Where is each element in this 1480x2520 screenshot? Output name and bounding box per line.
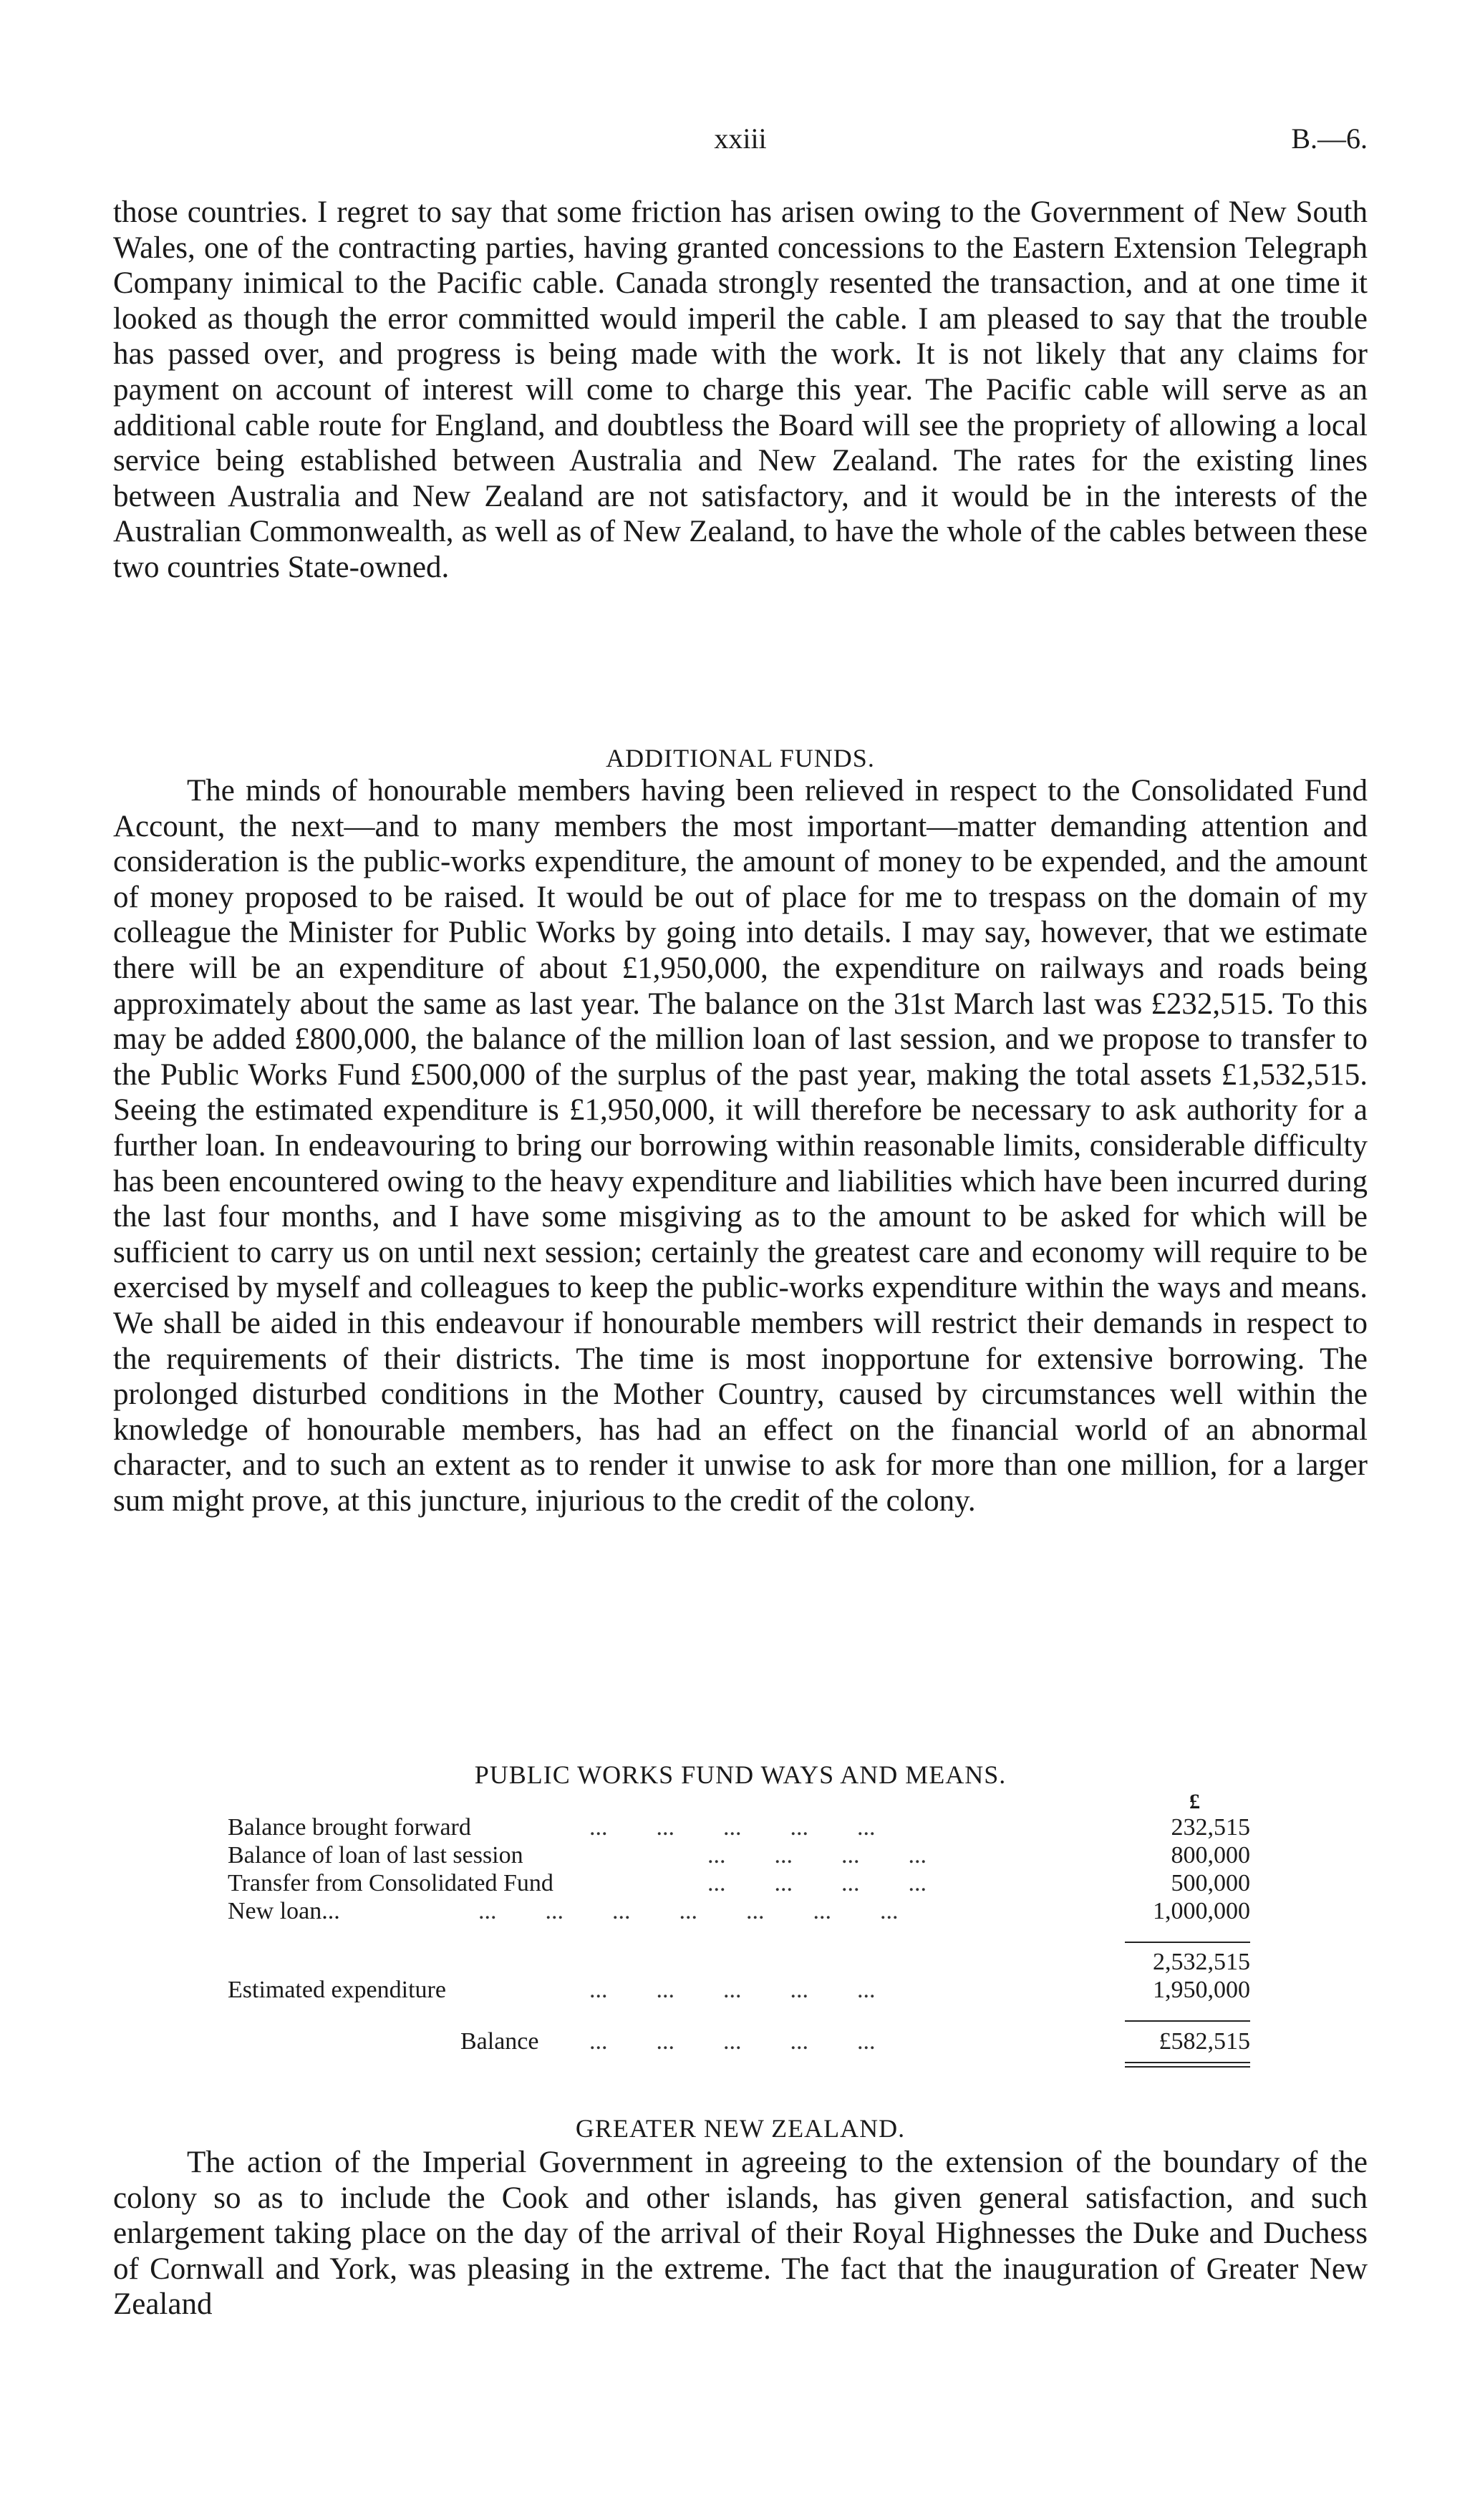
- row-amount: 1,950,000: [1153, 1977, 1250, 2003]
- subtotal-rule: [1125, 1942, 1250, 1943]
- heading-additional-funds: ADDITIONAL FUNDS.: [606, 744, 875, 772]
- paragraph-additional-funds: [113, 773, 1368, 1518]
- heading-greater-new-zealand: GREATER NEW ZEALAND.: [575, 2114, 906, 2143]
- table-row: [228, 1842, 1250, 1871]
- table-row: [228, 1814, 1250, 1843]
- row-label: Balance: [460, 2028, 539, 2055]
- paragraph-greater-new-zealand: [113, 2145, 1368, 2322]
- double-rule-top: [1125, 2062, 1250, 2063]
- paragraph-text: The minds of honourable members having been relieved in respect to the Consolidated Fund Account, the next—and to many members the most important—matter demanding attention and consideration is the public-works expenditure, the amount of money to be expended, and the amount of money proposed to be raised. It would be out of place for me to trespass on the domain of my colleague the Minister for Public Works by going into details. I may say, however, that we estimate there will be an expenditure of about £1,950,000, the expenditure on railways and roads being approximately about the same as last year. The balance on the 31st March last was £232,515. To this may be added £800,000, the balance of the million loan of last session, and we propose to transfer to the Public Works Fund £500,000 of the surplus of the past year, making the total assets £1,532,515. Seeing the estimated expenditure is £1,950,000, it will therefore be necessary to ask authority for a further loan. In endeavouring to bring our borrowing within reasonable limits, considerable difficulty has been encountered owing to the heavy expenditure and liabilities which have been incurred during the last four months, and I have some misgiving as to the amount to be asked for which will be sufficient to carry us on until next session; certainly the greatest care and economy will require to be exercised by myself and colleagues to keep the public-works expenditure within the ways and means. We shall be aided in this endeavour if honourable members will restrict their demands in respect to the requirements of their districts. The time is most inopportune for extensive borrowing. The prolonged disturbed conditions in the Mother Country, caused by circumstances well within the knowledge of honourable members, has had an effect on the financial world of an abnormal character, and to such an extent as to render it unwise to ask for more than one million, for a larger sum might prove, at this juncture, injurious to the credit of the colony.: [113, 774, 1368, 1518]
- currency-unit-label: £: [1189, 1790, 1200, 1813]
- heading-ways-and-means: PUBLIC WORKS FUND WAYS AND MEANS.: [474, 1760, 1007, 1789]
- expenditure-row: [228, 1977, 1250, 2005]
- balance-row: [228, 2028, 1250, 2057]
- row-label: Transfer from Consolidated Fund: [228, 1870, 553, 1896]
- leader-dots: ... ... ... ... ...: [589, 1977, 876, 2003]
- table-row: [228, 1898, 1250, 1927]
- leader-dots: ... ... ... ... ...: [589, 1814, 876, 1841]
- table-row: [228, 1870, 1250, 1899]
- leader-dots: ... ... ... ... ... ... ...: [478, 1898, 899, 1924]
- leader-dots: ... ... ... ...: [707, 1842, 927, 1869]
- paragraph-pacific-cable: [113, 195, 1368, 586]
- balance-rule: [1125, 2020, 1250, 2022]
- subtotal-amount: 2,532,515: [1153, 1949, 1250, 1975]
- leader-dots: ... ... ... ... ...: [589, 2028, 876, 2055]
- page-header: [113, 122, 1368, 165]
- document-reference: B.—6.: [1291, 122, 1368, 155]
- row-label: Balance brought forward: [228, 1814, 471, 1841]
- row-amount: £582,515: [1159, 2028, 1250, 2055]
- row-label: Balance of loan of last session: [228, 1842, 523, 1869]
- row-label: Estimated expenditure: [228, 1977, 446, 2003]
- row-amount: 232,515: [1171, 1814, 1250, 1841]
- double-rule-bottom: [1125, 2066, 1250, 2068]
- row-amount: 500,000: [1171, 1870, 1250, 1896]
- row-label: New loan...: [228, 1898, 340, 1924]
- paragraph-text: those countries. I regret to say that some friction has arisen owing to the Government of New South Wales, one of the contracting parties, having granted concessions to the Eastern Extension Telegraph Company inimical to the Pacific cable. Canada strongly resented the transaction, and at one time it looked as though the error committed would imperil the cable. I am pleased to say that the trouble has passed over, and progress is being made with the work. It is not likely that any claims for payment on account of interest will come to charge this year. The Pacific cable will serve as an additional cable route for England, and doubtless the Board will see the propriety of allowing a local service being established between Australia and New Zealand. The rates for the existing lines between Australia and New Zealand are not satisfactory, and it would be in the interests of the Australian Commonwealth, as well as of New Zealand, to have the whole of the cables between these two countries State-owned.: [113, 195, 1368, 584]
- page-number: xxiii: [714, 122, 767, 155]
- subtotal-row: [228, 1949, 1250, 1977]
- row-amount: 800,000: [1171, 1842, 1250, 1869]
- leader-dots: ... ... ... ...: [707, 1870, 927, 1896]
- paragraph-text: The action of the Imperial Government in agreeing to the extension of the boundary of the colony so as to include the Cook and other islands, has given general satisfaction, and such enlargement taking place on the day of the arrival of their Royal Highnesses the Duke and Duchess of Cornwall and York, was pleasing in the extreme. The fact that the inauguration of Greater New Zealand: [113, 2146, 1368, 2322]
- row-amount: 1,000,000: [1153, 1898, 1250, 1924]
